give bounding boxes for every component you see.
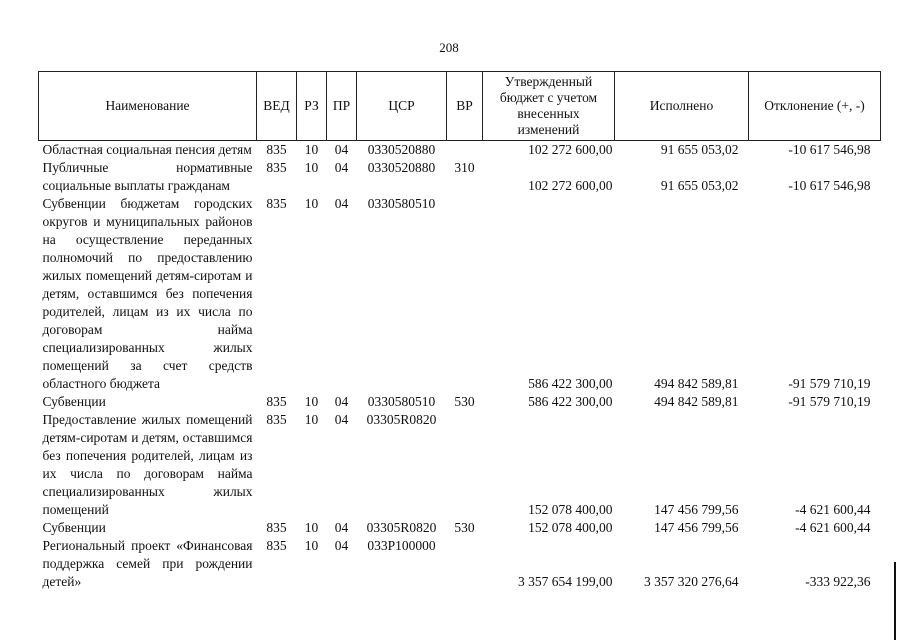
row-pr: 04 [334,394,349,409]
row-rz: 10 [304,412,319,427]
row-name: Региональный проект «Финансовая поддержка семей при рождении детей» [42,538,253,589]
row-csr: 0330520880 [367,160,436,175]
row-executed: 3 357 320 276,64 [644,574,739,589]
row-vr: 530 [454,520,475,535]
table-body [39,141,881,592]
row-ved: 835 [266,520,287,535]
row-name: Субвенции [42,520,106,535]
row-deviation: -4 621 600,44 [795,520,871,535]
row-pr: 04 [334,196,349,211]
scan-edge-mark [894,562,896,640]
row-executed: 91 655 053,02 [660,142,739,157]
row-deviation: -91 579 710,19 [788,376,871,391]
row-name: Публичные нормативные социальные выплаты гражданам [42,160,253,193]
row-rz: 10 [304,520,319,535]
row-approved: 586 422 300,00 [528,394,613,409]
row-deviation: -4 621 600,44 [795,502,871,517]
table-row [39,159,881,195]
row-rz: 10 [304,538,319,553]
row-approved: 102 272 600,00 [528,178,613,193]
budget-table [38,71,881,591]
row-deviation: -10 617 546,98 [788,178,871,193]
row-approved: 152 078 400,00 [528,502,613,517]
table-row [39,411,881,519]
budget-table-container [38,71,880,591]
table-row [39,195,881,393]
table-row [39,537,881,591]
row-ved: 835 [266,196,287,211]
table-row [39,393,881,411]
row-vr [447,195,483,393]
row-csr: 03305R0820 [366,412,437,427]
row-executed: 147 456 799,56 [654,520,739,535]
row-vr [447,537,483,591]
row-rz: 10 [304,142,319,157]
row-executed: 91 655 053,02 [660,178,739,193]
row-name: Предоставление жилых помещений детям-сиротам и детям, оставшимся без попечения родителей, лицам из их числа по договорам найма специализированных жилых помещений [42,412,253,517]
row-vr [447,411,483,519]
row-ved: 835 [266,412,287,427]
row-approved: 152 078 400,00 [528,520,613,535]
row-rz: 10 [304,160,319,175]
row-csr: 0330580510 [367,196,436,211]
row-rz: 10 [304,196,319,211]
row-ved: 835 [266,142,287,157]
header-rz: РЗ [297,72,327,141]
row-executed: 494 842 589,81 [654,394,739,409]
row-pr: 04 [334,520,349,535]
row-vr: 530 [454,394,475,409]
header-name: Наименование [39,72,257,141]
row-approved: 102 272 600,00 [528,142,613,157]
header-executed: Исполнено [615,72,749,141]
row-csr: 03305R0820 [366,520,437,535]
row-pr: 04 [334,142,349,157]
row-ved: 835 [266,160,287,175]
row-pr: 04 [334,160,349,175]
row-approved: 3 357 654 199,00 [518,574,613,589]
row-vr: 310 [454,160,475,175]
row-executed: 147 456 799,56 [654,502,739,517]
page-number: 208 [439,40,459,55]
row-vr [447,141,483,160]
row-csr: 0330520880 [367,142,436,157]
row-ved: 835 [266,538,287,553]
row-name: Областная социальная пенсия детям [42,142,252,157]
row-pr: 04 [334,538,349,553]
header-pr: ПР [327,72,357,141]
row-executed: 494 842 589,81 [654,376,739,391]
header-csr: ЦСР [357,72,447,141]
row-deviation: -333 922,36 [805,574,871,589]
row-rz: 10 [304,394,319,409]
header-ved: ВЕД [257,72,297,141]
table-row [39,141,881,160]
row-deviation: -10 617 546,98 [788,142,871,157]
row-ved: 835 [266,394,287,409]
header-deviation: Отклонение (+, -) [749,72,881,141]
row-csr: 0330580510 [367,394,436,409]
row-name: Субвенции бюджетам городских округов и муниципальных районов на осуществление переданных полномочий по предоставлению жилых помещений детям-сиротам и детям, оставшимся без попечения родителей, лицам из их числа по договорам найма специализированных жилых помещений за счет средств областного бюджета [42,196,253,391]
row-approved: 586 422 300,00 [528,376,613,391]
header-vr: ВР [447,72,483,141]
header-approved: Утвержденный бюджет с учетом внесенных изменений [483,72,615,141]
row-pr: 04 [334,412,349,427]
row-name: Субвенции [42,394,106,409]
row-csr: 033P100000 [367,538,436,553]
table-row [39,519,881,537]
table-header-row [39,72,881,141]
row-deviation: -91 579 710,19 [788,394,871,409]
